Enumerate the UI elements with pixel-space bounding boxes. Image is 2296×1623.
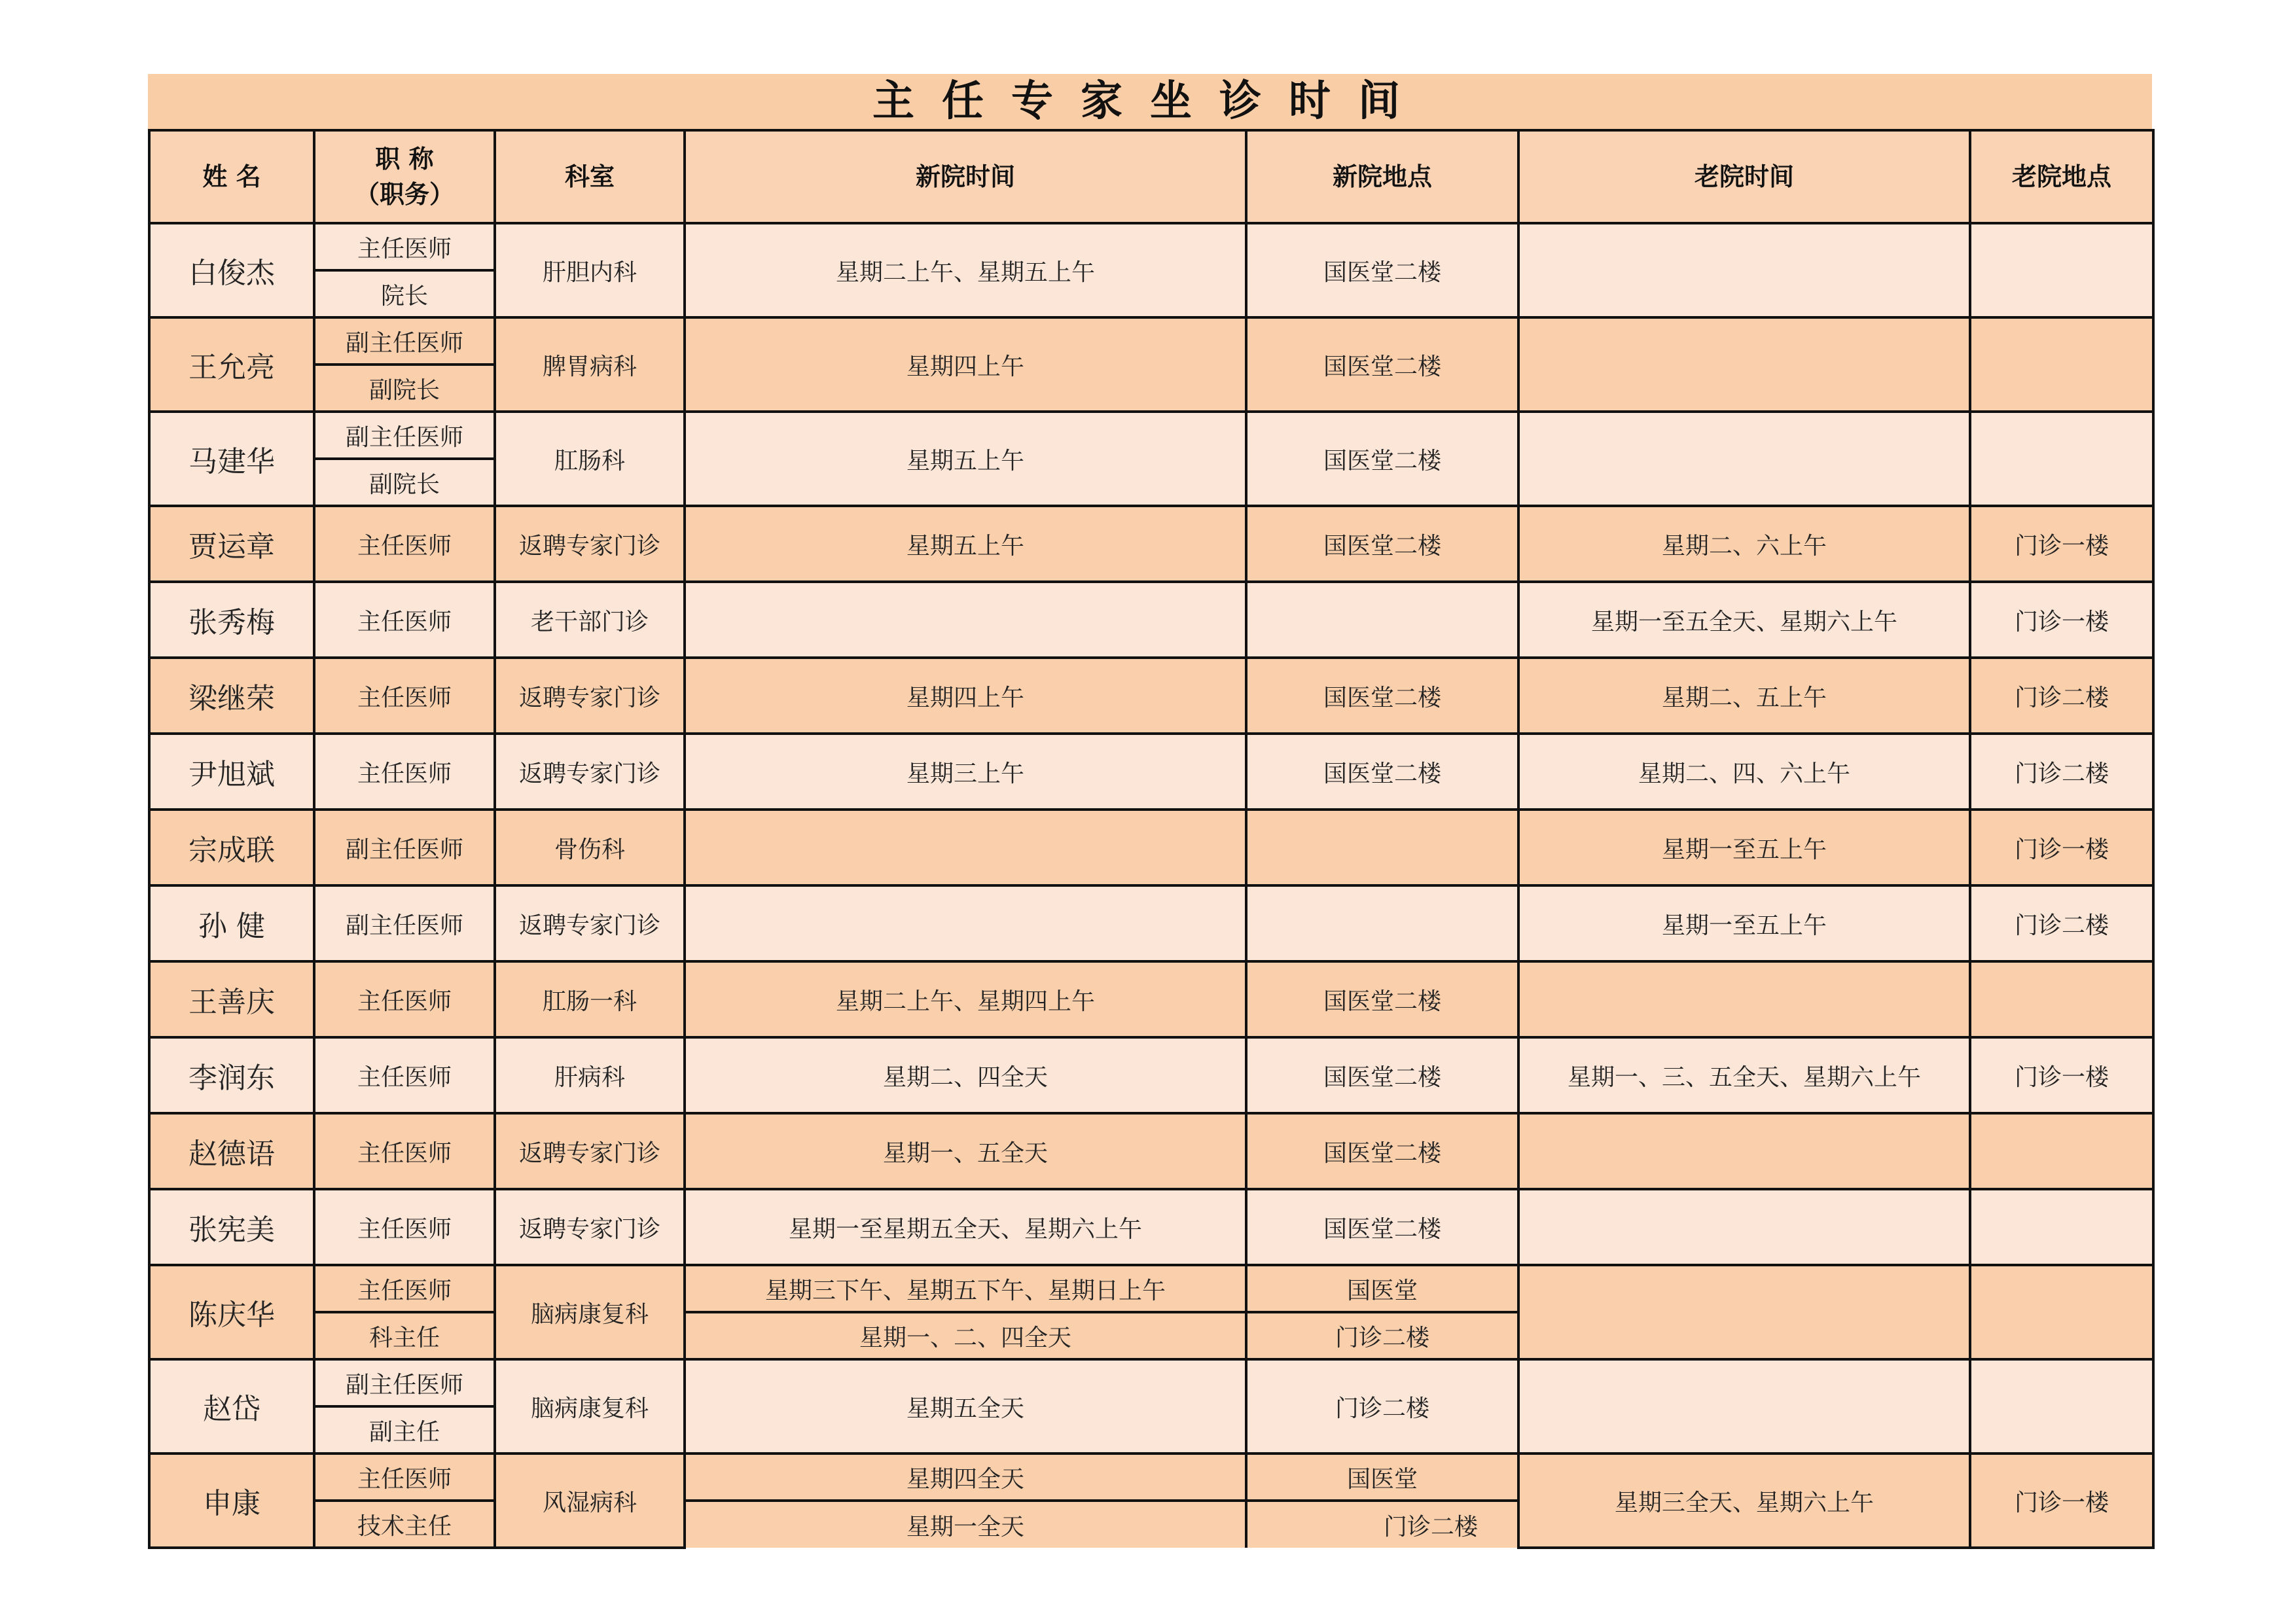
doctor-title: 主任医师 (314, 658, 495, 734)
department: 风湿病科 (495, 1454, 685, 1548)
new-campus-time: 星期五上午 (685, 412, 1246, 506)
new-campus-location: 国医堂二楼 (1246, 1189, 1518, 1265)
table-row (149, 961, 2153, 1037)
new-campus-time (685, 582, 1246, 658)
old-campus-time (1518, 412, 1970, 506)
department: 返聘专家门诊 (495, 1189, 685, 1265)
table-row (149, 223, 2153, 270)
new-campus-time: 星期一全天 (685, 1501, 1246, 1548)
old-campus-location (1970, 1265, 2153, 1359)
doctor-name: 王允亮 (149, 317, 314, 412)
new-campus-time: 星期一、二、四全天 (685, 1312, 1246, 1359)
old-campus-time: 星期三全天、星期六上午 (1518, 1454, 1970, 1548)
doctor-name: 尹旭斌 (149, 734, 314, 810)
doctor-title: 主任医师 (314, 1265, 495, 1312)
header-title (314, 130, 495, 223)
table-row (149, 582, 2153, 658)
table-row (149, 810, 2153, 885)
new-campus-location: 国医堂二楼 (1246, 1113, 1518, 1189)
header-title-line1: 职 称 (375, 145, 434, 173)
header-title-line2: （职务） (354, 180, 454, 209)
doctor-name: 宗成联 (149, 810, 314, 885)
doctor-name: 王善庆 (149, 961, 314, 1037)
old-campus-location: 门诊一楼 (1970, 582, 2153, 658)
old-campus-time (1518, 317, 1970, 412)
table-row (149, 1454, 2153, 1501)
doctor-title: 副主任医师 (314, 885, 495, 961)
doctor-position: 科主任 (314, 1312, 495, 1359)
department: 肛肠科 (495, 412, 685, 506)
new-campus-time (685, 885, 1246, 961)
old-campus-location: 门诊二楼 (1970, 734, 2153, 810)
header-old-time: 老院时间 (1518, 130, 1970, 223)
schedule-sheet (148, 74, 2152, 1549)
new-campus-location: 国医堂二楼 (1246, 1037, 1518, 1113)
new-campus-time: 星期一、五全天 (685, 1113, 1246, 1189)
old-campus-time: 星期一至五上午 (1518, 885, 1970, 961)
schedule-table (148, 129, 2155, 1549)
doctor-name: 张秀梅 (149, 582, 314, 658)
new-campus-time (685, 810, 1246, 885)
old-campus-location: 门诊一楼 (1970, 1454, 2153, 1548)
old-campus-time (1518, 1189, 1970, 1265)
new-campus-location: 国医堂二楼 (1246, 412, 1518, 506)
new-campus-location: 国医堂二楼 (1246, 734, 1518, 810)
old-campus-location (1970, 317, 2153, 412)
doctor-name: 赵岱 (149, 1359, 314, 1454)
header-new-time: 新院时间 (685, 130, 1246, 223)
header-old-loc: 老院地点 (1970, 130, 2153, 223)
table-row (149, 734, 2153, 810)
old-campus-location: 门诊二楼 (1970, 658, 2153, 734)
doctor-title: 副主任医师 (314, 810, 495, 885)
old-campus-time (1518, 1113, 1970, 1189)
doctor-title: 副主任医师 (314, 1359, 495, 1406)
doctor-name: 李润东 (149, 1037, 314, 1113)
table-row (149, 1189, 2153, 1265)
department: 脑病康复科 (495, 1265, 685, 1359)
new-campus-time: 星期五全天 (685, 1359, 1246, 1454)
doctor-title: 主任医师 (314, 506, 495, 582)
old-campus-location (1970, 1113, 2153, 1189)
doctor-position: 副主任 (314, 1406, 495, 1454)
new-campus-time: 星期四全天 (685, 1454, 1246, 1501)
doctor-title: 主任医师 (314, 1189, 495, 1265)
page-title: 主任专家坐诊时间 (148, 74, 2152, 129)
doctor-name: 张宪美 (149, 1189, 314, 1265)
doctor-title: 主任医师 (314, 961, 495, 1037)
department: 肛肠一科 (495, 961, 685, 1037)
old-campus-time: 星期一至五上午 (1518, 810, 1970, 885)
doctor-name: 贾运章 (149, 506, 314, 582)
new-campus-time: 星期二上午、星期四上午 (685, 961, 1246, 1037)
doctor-position: 副院长 (314, 365, 495, 412)
doctor-name: 申康 (149, 1454, 314, 1548)
department: 返聘专家门诊 (495, 734, 685, 810)
department: 老干部门诊 (495, 582, 685, 658)
doctor-title: 主任医师 (314, 223, 495, 270)
old-campus-time: 星期一至五全天、星期六上午 (1518, 582, 1970, 658)
new-campus-location (1246, 810, 1518, 885)
doctor-position: 院长 (314, 270, 495, 317)
department: 返聘专家门诊 (495, 658, 685, 734)
new-campus-location: 国医堂二楼 (1246, 658, 1518, 734)
doctor-name: 陈庆华 (149, 1265, 314, 1359)
table-row (149, 317, 2153, 365)
new-campus-location: 国医堂 (1246, 1454, 1518, 1501)
doctor-title: 主任医师 (314, 1454, 495, 1501)
doctor-name: 马建华 (149, 412, 314, 506)
header-row (149, 130, 2153, 223)
old-campus-time: 星期二、五上午 (1518, 658, 1970, 734)
new-campus-location: 门诊二楼 (1246, 1312, 1518, 1359)
old-campus-time (1518, 1265, 1970, 1359)
old-campus-location: 门诊一楼 (1970, 810, 2153, 885)
old-campus-location: 门诊二楼 (1970, 885, 2153, 961)
doctor-title: 主任医师 (314, 734, 495, 810)
table-row (149, 885, 2153, 961)
doctor-name: 白俊杰 (149, 223, 314, 317)
old-campus-time: 星期二、四、六上午 (1518, 734, 1970, 810)
new-campus-location: 国医堂二楼 (1246, 961, 1518, 1037)
doctor-title: 主任医师 (314, 1037, 495, 1113)
department: 脾胃病科 (495, 317, 685, 412)
doctor-title: 副主任医师 (314, 317, 495, 365)
department: 返聘专家门诊 (495, 506, 685, 582)
new-campus-time: 星期一至星期五全天、星期六上午 (685, 1189, 1246, 1265)
new-campus-time: 星期四上午 (685, 658, 1246, 734)
old-campus-time: 星期一、三、五全天、星期六上午 (1518, 1037, 1970, 1113)
department: 返聘专家门诊 (495, 885, 685, 961)
table-row (149, 1037, 2153, 1113)
doctor-name: 孙 健 (149, 885, 314, 961)
new-campus-time: 星期三下午、星期五下午、星期日上午 (685, 1265, 1246, 1312)
department: 肝胆内科 (495, 223, 685, 317)
old-campus-location (1970, 961, 2153, 1037)
new-campus-location: 国医堂二楼 (1246, 223, 1518, 317)
table-row (149, 506, 2153, 582)
table-row (149, 658, 2153, 734)
old-campus-time: 星期二、六上午 (1518, 506, 1970, 582)
old-campus-time (1518, 1359, 1970, 1454)
table-row (149, 1359, 2153, 1406)
doctor-position: 副院长 (314, 459, 495, 506)
new-campus-location (1246, 582, 1518, 658)
new-campus-location: 门诊二楼 (1246, 1359, 1518, 1454)
new-campus-location: 国医堂 (1246, 1265, 1518, 1312)
doctor-title: 主任医师 (314, 582, 495, 658)
old-campus-location: 门诊一楼 (1970, 506, 2153, 582)
old-campus-time (1518, 223, 1970, 317)
new-campus-location (1246, 885, 1518, 961)
old-campus-location (1970, 412, 2153, 506)
department: 脑病康复科 (495, 1359, 685, 1454)
new-campus-time: 星期五上午 (685, 506, 1246, 582)
new-campus-time: 星期三上午 (685, 734, 1246, 810)
old-campus-location (1970, 1359, 2153, 1454)
doctor-title: 主任医师 (314, 1113, 495, 1189)
table-row (149, 1113, 2153, 1189)
new-campus-location: 国医堂二楼 (1246, 317, 1518, 412)
doctor-title: 副主任医师 (314, 412, 495, 459)
header-dept: 科室 (495, 130, 685, 223)
old-campus-location (1970, 223, 2153, 317)
new-campus-time: 星期四上午 (685, 317, 1246, 412)
new-campus-location: 国医堂二楼 (1246, 506, 1518, 582)
doctor-position: 技术主任 (314, 1501, 495, 1548)
old-campus-location: 门诊一楼 (1970, 1037, 2153, 1113)
header-name: 姓 名 (149, 130, 314, 223)
department: 肝病科 (495, 1037, 685, 1113)
department: 返聘专家门诊 (495, 1113, 685, 1189)
department: 骨伤科 (495, 810, 685, 885)
old-campus-location (1970, 1189, 2153, 1265)
new-campus-location: 门诊二楼 (1246, 1501, 1518, 1548)
table-row (149, 412, 2153, 459)
header-new-loc: 新院地点 (1246, 130, 1518, 223)
table-row (149, 1265, 2153, 1312)
doctor-name: 梁继荣 (149, 658, 314, 734)
new-campus-time: 星期二、四全天 (685, 1037, 1246, 1113)
old-campus-time (1518, 961, 1970, 1037)
doctor-name: 赵德语 (149, 1113, 314, 1189)
new-campus-time: 星期二上午、星期五上午 (685, 223, 1246, 317)
